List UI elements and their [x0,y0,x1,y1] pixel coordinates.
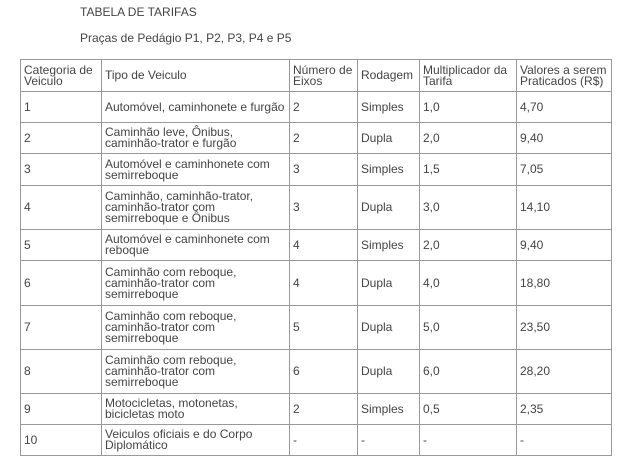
cell-vehicle-type: Motocicletas, motonetas, bicicletas moto [102,394,290,425]
cell-category: 6 [21,261,102,306]
cell-category: 5 [21,230,102,261]
header-price: Valores a serem Praticados (R$) [517,60,612,92]
cell-multiplier: 1,0 [420,92,517,123]
cell-multiplier: 6,0 [420,350,517,394]
cell-multiplier: 4,0 [420,261,517,306]
cell-vehicle-type: Automóvel e caminhonete com reboque [102,230,290,261]
cell-axles: 3 [290,154,358,186]
header-category: Categoria de Veiculo [21,60,102,92]
table-row [21,230,612,261]
table-row [21,350,612,394]
cell-price: 9,40 [517,123,612,154]
cell-axles: 5 [290,306,358,350]
table-row [21,306,612,350]
header-vehicle-type: Tipo de Veiculo [102,60,290,92]
page-subtitle: Praças de Pedágio P1, P2, P3, P4 e P5 [80,31,292,45]
cell-price: 28,20 [517,350,612,394]
cell-multiplier: 5,0 [420,306,517,350]
cell-vehicle-type: Caminhão com reboque, caminhão-trator com semirreboque [102,306,290,350]
cell-wheels: Dupla [358,261,420,306]
cell-multiplier: 0,5 [420,394,517,425]
header-multiplier: Multiplicador da Tarifa [420,60,517,92]
cell-multiplier: - [420,425,517,456]
cell-axles: 2 [290,123,358,154]
cell-vehicle-type: Caminhão com reboque, caminhão-trator com semirreboque [102,261,290,306]
cell-category: 3 [21,154,102,186]
cell-axles: 4 [290,230,358,261]
cell-vehicle-type: Automóvel, caminhonete e furgão [102,92,290,123]
cell-wheels: Dupla [358,186,420,230]
cell-price: - [517,425,612,456]
cell-price: 9,40 [517,230,612,261]
table-row [21,425,612,456]
cell-vehicle-type: Veiculos oficiais e do Corpo Diplomático [102,425,290,456]
cell-price: 7,05 [517,154,612,186]
table-row [21,261,612,306]
header-axles: Número de Eixos [290,60,358,92]
cell-wheels: Simples [358,394,420,425]
cell-price: 4,70 [517,92,612,123]
cell-price: 2,35 [517,394,612,425]
cell-price: 14,10 [517,186,612,230]
header-wheels: Rodagem [358,60,420,92]
cell-axles: 4 [290,261,358,306]
cell-wheels: Dupla [358,123,420,154]
table-row [21,394,612,425]
cell-wheels: Simples [358,154,420,186]
cell-category: 10 [21,425,102,456]
cell-wheels: Simples [358,92,420,123]
cell-multiplier: 2,0 [420,230,517,261]
table-row [21,92,612,123]
cell-wheels: Dupla [358,350,420,394]
cell-vehicle-type: Caminhão leve, Ônibus, caminhão-trator e furgão [102,123,290,154]
header-row [21,60,612,92]
cell-category: 7 [21,306,102,350]
cell-axles: 2 [290,394,358,425]
table-row [21,154,612,186]
cell-wheels: Simples [358,230,420,261]
cell-multiplier: 1,5 [420,154,517,186]
table-row [21,186,612,230]
cell-vehicle-type: Caminhão, caminhão-trator, caminhão-trator com semirreboque e Ônibus [102,186,290,230]
cell-axles: 2 [290,92,358,123]
cell-category: 9 [21,394,102,425]
tariff-table [20,59,612,456]
table-row [21,123,612,154]
cell-multiplier: 2,0 [420,123,517,154]
cell-category: 4 [21,186,102,230]
cell-axles: 6 [290,350,358,394]
cell-vehicle-type: Automóvel e caminhonete com semirreboque [102,154,290,186]
cell-wheels: - [358,425,420,456]
cell-price: 18,80 [517,261,612,306]
cell-category: 2 [21,123,102,154]
page-title: TABELA DE TARIFAS [80,5,197,19]
cell-multiplier: 3,0 [420,186,517,230]
cell-category: 1 [21,92,102,123]
cell-axles: 3 [290,186,358,230]
cell-vehicle-type: Caminhão com reboque, caminhão-trator com semirreboque [102,350,290,394]
cell-wheels: Dupla [358,306,420,350]
cell-price: 23,50 [517,306,612,350]
cell-category: 8 [21,350,102,394]
cell-axles: - [290,425,358,456]
